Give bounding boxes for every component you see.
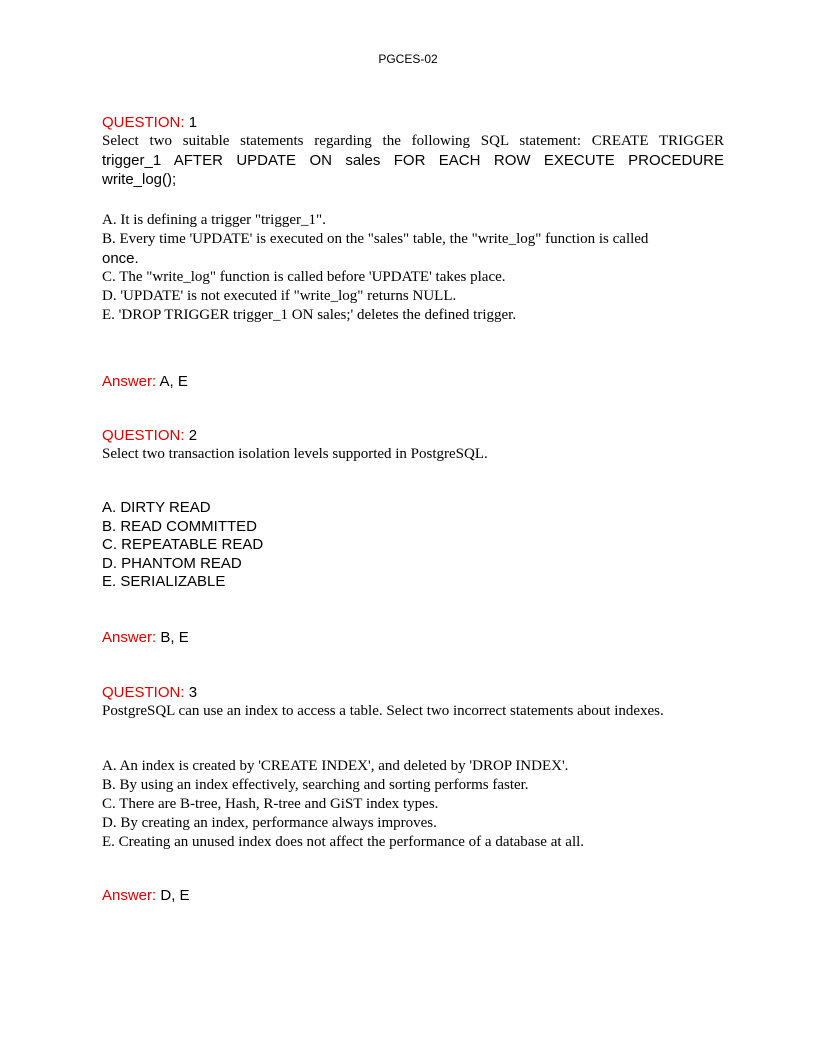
option-b: B. READ COMMITTED xyxy=(102,517,258,535)
option-d: D. 'UPDATE' is not executed if "write_log" returns NULL. xyxy=(102,288,457,304)
question-stem-line: write_log(); xyxy=(102,171,177,188)
option-d: D. By creating an index, performance always improves. xyxy=(102,815,437,831)
question-label: QUESTION: xyxy=(102,114,185,131)
question-label: QUESTION: xyxy=(102,684,185,701)
option-a: A. It is defining a trigger "trigger_1". xyxy=(102,212,326,228)
question-number: 2 xyxy=(188,427,198,444)
answer-value: B, E xyxy=(160,629,189,646)
question-label: QUESTION: xyxy=(102,427,185,444)
page-header-code: PGCES-02 xyxy=(378,52,438,66)
question-stem: PostgreSQL can use an index to access a table. Select two incorrect statements about indexes. xyxy=(102,703,664,719)
option-c: C. There are B-tree, Hash, R-tree and GiST index types. xyxy=(102,796,439,812)
option-a: A. DIRTY READ xyxy=(102,499,211,516)
option-c: C. REPEATABLE READ xyxy=(102,536,264,553)
question-stem-line: trigger_1 AFTER UPDATE ON sales FOR EACH ROW EXECUTE PROCEDURE xyxy=(102,152,724,169)
option-b: B. Every time 'UPDATE' is executed on the "sales" table, the "write_log" function is called xyxy=(102,231,649,247)
question-stem-line: Select two suitable statements regarding the following SQL statement: CREATE TRIGGER xyxy=(102,133,724,149)
answer-3 xyxy=(102,887,190,905)
question-heading xyxy=(102,684,724,702)
question-heading xyxy=(102,114,724,132)
question-stem: Select two transaction isolation levels supported in PostgreSQL. xyxy=(102,446,488,462)
option-e: E. 'DROP TRIGGER trigger_1 ON sales;' deletes the defined trigger. xyxy=(102,307,517,323)
question-number: 1 xyxy=(188,114,198,131)
answer-value: A, E xyxy=(159,373,188,390)
option-d: D. PHANTOM READ xyxy=(102,554,242,572)
answer-label: Answer: xyxy=(102,887,157,904)
options-list xyxy=(102,757,724,852)
options-list xyxy=(102,211,724,325)
option-b-continued: once. xyxy=(102,250,139,267)
option-e: E. Creating an unused index does not affect the performance of a database at all. xyxy=(102,834,585,850)
answer-1 xyxy=(102,373,188,391)
answer-value: D, E xyxy=(160,887,190,904)
question-number: 3 xyxy=(188,684,198,701)
answer-label: Answer: xyxy=(102,373,157,390)
question-heading xyxy=(102,427,724,445)
option-b: B. By using an index effectively, searching and sorting performs faster. xyxy=(102,777,529,793)
question-1 xyxy=(102,114,724,325)
question-3 xyxy=(102,684,724,852)
option-e: E. SERIALIZABLE xyxy=(102,573,226,590)
answer-2 xyxy=(102,629,189,647)
option-a: A. An index is created by 'CREATE INDEX', and deleted by 'DROP INDEX'. xyxy=(102,758,569,774)
answer-label: Answer: xyxy=(102,629,157,646)
option-c: C. The "write_log" function is called before 'UPDATE' takes place. xyxy=(102,269,506,285)
options-list xyxy=(102,499,724,592)
question-2 xyxy=(102,427,724,592)
